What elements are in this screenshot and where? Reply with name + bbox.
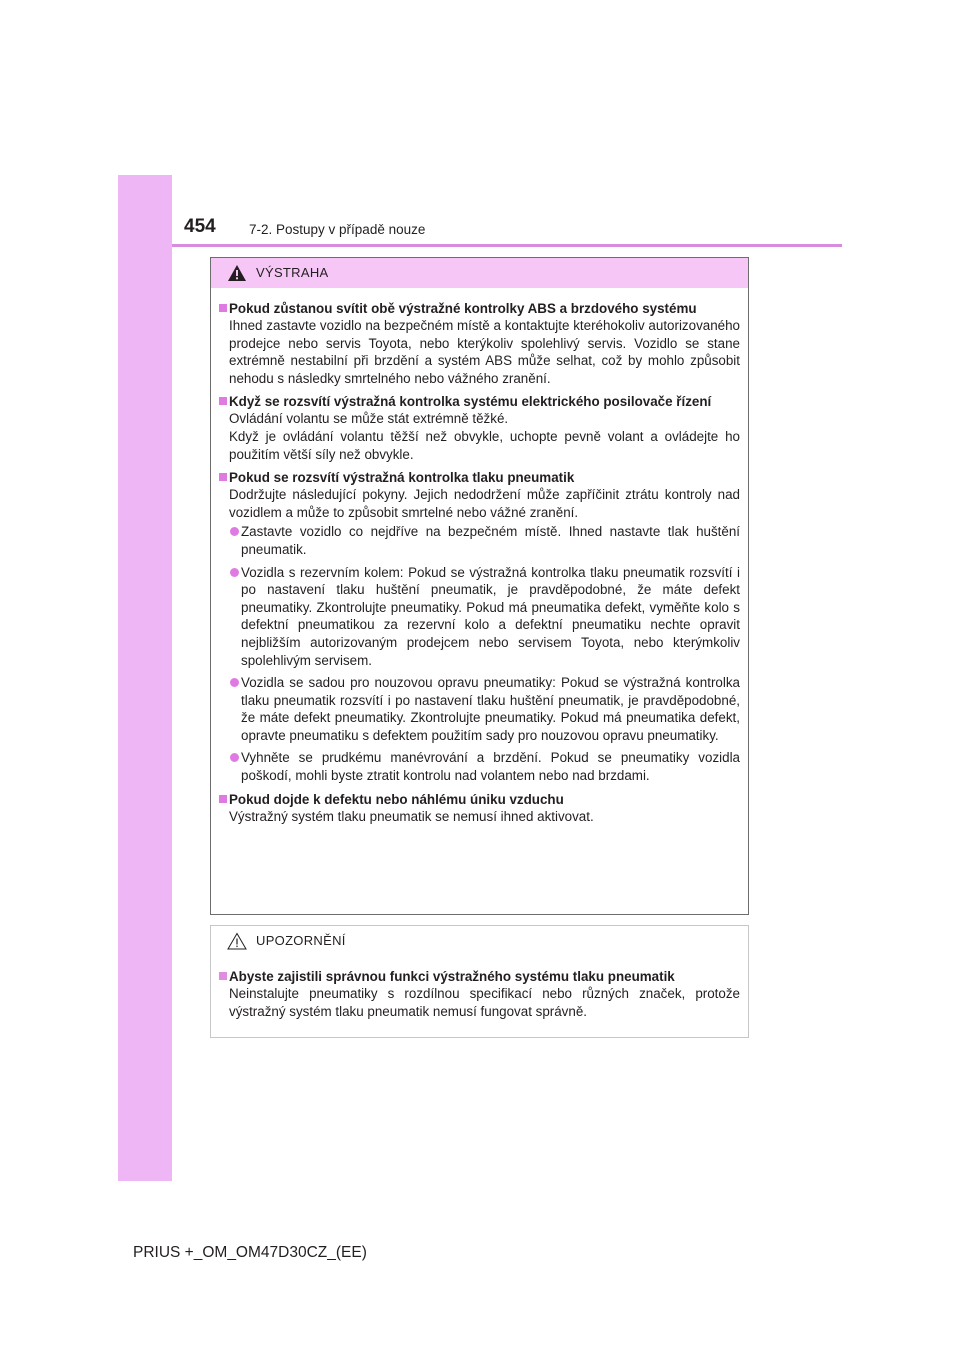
- item-heading: Pokud dojde k defektu nebo náhlému úniku vzduchu: [219, 791, 740, 808]
- warning-header: [211, 258, 748, 288]
- caution-triangle-icon: [227, 932, 247, 950]
- warning-item-puncture: [219, 791, 740, 826]
- item-text: Dodržujte následující pokyny. Jejich nedodržení může zapříčinit ztrátu kontroly nad vozidlem a může to způsobit smrtelné nebo vážné zranění.: [229, 487, 740, 520]
- item-text: Když je ovládání volantu těžší než obvykle, uchopte pevně volant a ovládejte ho použitím větší síly než obvykle.: [229, 428, 740, 462]
- item-text: Neinstalujte pneumatiky s rozdílnou specifikací nebo různých značek, protože výstražný systém tlaku pneumatik nemusí fungovat správně.: [229, 986, 740, 1019]
- footer-model-code: PRIUS +_OM_OM47D30CZ_(EE): [133, 1244, 367, 1261]
- warning-item-power-steering: [219, 393, 740, 463]
- bullet-item: Zastavte vozidlo co nejdříve na bezpečném místě. Ihned nastavte tlak huštění pneumatik.: [219, 523, 740, 558]
- warning-item-tire-pressure: [219, 469, 740, 785]
- item-heading: Pokud se rozsvítí výstražná kontrolka tlaku pneumatik: [219, 469, 740, 486]
- bullet-item: Vyhněte se prudkému manévrování a brzdění. Pokud se pneumatiky vozidla poškodí, mohli byste ztratit kontrolu nad volantem nebo nad brzdami.: [219, 749, 740, 784]
- item-text: Výstražný systém tlaku pneumatik se nemusí ihned aktivovat.: [229, 808, 594, 824]
- bullet-item: Vozidla se sadou pro nouzovou opravu pneumatiky: Pokud se výstražná kontrolka tlaku pneumatik rozsvítí i po nastavení tlaku huštění pneumatik, je pravděpodobné, že máte defekt pneumatiky. Zkontrolujte pneumatiky. Pokud má pneumatika defekt, opravte pneumatiku s defektem použitím sady pro nouzovou opravu pneumatiky.: [219, 674, 740, 744]
- section-title: 7-2. Postupy v případě nouze: [249, 222, 426, 237]
- bullet-item: Vozidla s rezervním kolem: Pokud se výstražná kontrolka tlaku pneumatik rozsvítí i po nastavení tlaku huštění pneumatik, je pravděpodobné, že máte defekt pneumatiky. Zkontrolujte pneumatiky. Pokud má pneumatika defekt, vyměňte kolo s defektní pneumatikou za rezervní kolo a defektní pneumatiku nechte opravit nejbližším autorizovaným prodejcem nebo servisem Toyota, nebo kterýmkoliv spolehlivým servisem.: [219, 564, 740, 670]
- warning-body: [211, 288, 748, 825]
- caution-box: [210, 925, 749, 1038]
- caution-title: UPOZORNĚNÍ: [256, 933, 346, 948]
- item-heading: Pokud zůstanou svítit obě výstražné kontrolky ABS a brzdového systému: [219, 300, 740, 317]
- header-divider: [172, 244, 842, 247]
- warning-box: [210, 257, 749, 915]
- caution-item: [219, 968, 740, 1020]
- warning-item-abs: [219, 300, 740, 387]
- item-text: Ovládání volantu se může stát extrémně těžké.: [229, 411, 509, 427]
- caution-body: [211, 956, 748, 1020]
- item-heading: Když se rozsvítí výstražná kontrolka systému elektrického posilovače řízení: [219, 393, 740, 410]
- warning-triangle-icon: [227, 264, 247, 282]
- page-number: 454: [184, 216, 216, 237]
- caution-header: [211, 926, 748, 956]
- side-color-strip: [118, 175, 172, 1181]
- item-heading: Abyste zajistili správnou funkci výstražného systému tlaku pneumatik: [219, 968, 740, 985]
- item-text: Ihned zastavte vozidlo na bezpečném místě a kontaktujte kteréhokoliv autorizovaného prodejce nebo servis Toyota, nebo kterýkoliv spolehlivý servis. Vozidlo se stane extrémně nestabilní při brzdění a systém ABS může selhat, což by mohlo způsobit nehodu s následky smrtelného nebo vážného zranění.: [229, 318, 740, 386]
- warning-title: VÝSTRAHA: [256, 265, 329, 280]
